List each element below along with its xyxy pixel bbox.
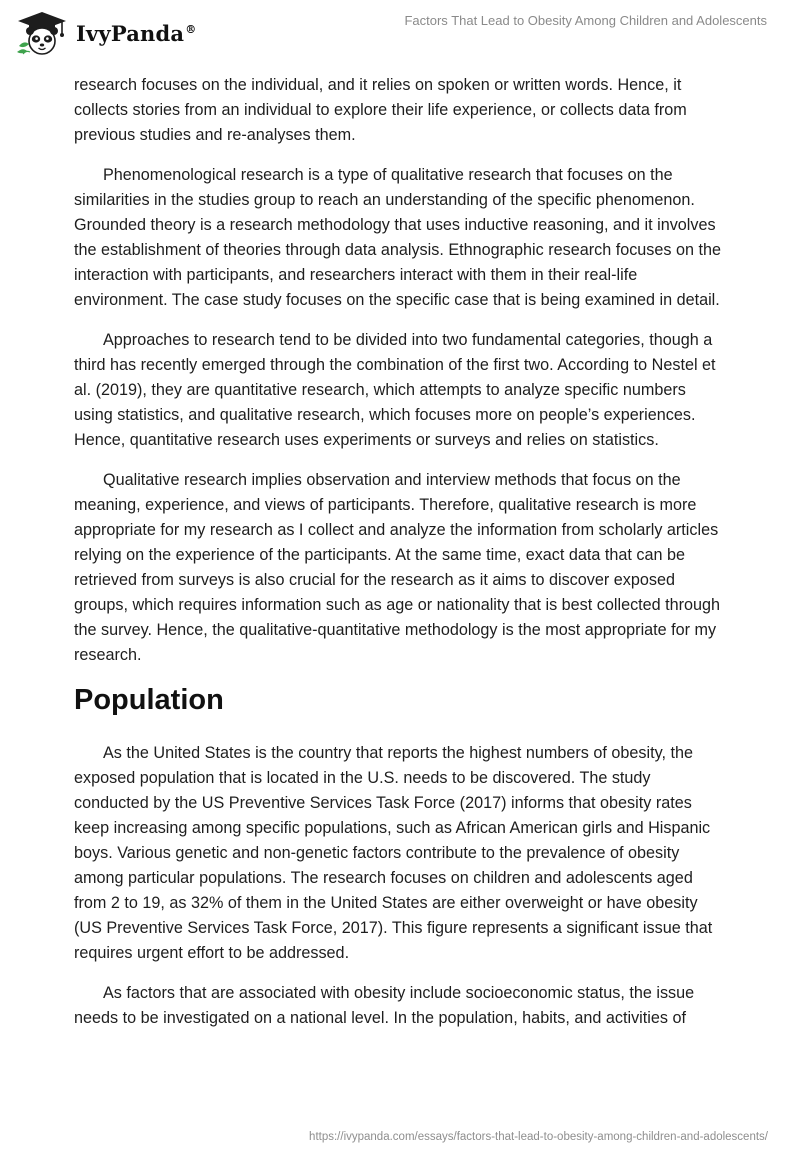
logo-name: IvyPanda: [76, 20, 185, 46]
paragraph: As factors that are associated with obesity include socioeconomic status, the issue needs to be investigated on a national level. In the population, habits, and activities of: [74, 984, 695, 1027]
section-heading-population: Population: [74, 684, 224, 716]
source-url-link[interactable]: https://ivypanda.com/essays/factors-that-lead-to-obesity-among-children-and-adolescents/: [309, 1131, 768, 1143]
running-title: Factors That Lead to Obesity Among Children and Adolescents: [404, 13, 767, 28]
paragraph: research focuses on the individual, and it relies on spoken or written words. Hence, it collects stories from an individual to explore their life experience, or collects data from previous studies and re-analyses them.: [74, 76, 687, 144]
panda-graduate-icon: [14, 10, 70, 56]
paragraph: Approaches to research tend to be divided into two fundamental categories, though a third has recently emerged through the combination of the first two. According to Nestel et al. (2019), they are quantitative research, which attempts to analyze specific numbers using statistics, and qualitative research, which focuses more on people’s experiences. Hence, quantitative research uses experiments or surveys and relies on statistics.: [74, 331, 716, 449]
paragraph: Qualitative research implies observation and interview methods that focus on the meaning, experience, and views of participants. Therefore, qualitative research is more appropriate for my research as I collect and analyze the information from scholarly articles relying on the experience of the participants. At the same time, exact data that can be retrieved from surveys is also crucial for the research as it aims to discover exposed groups, which requires information such as age or nationality that is best collected through the survey. Hence, the qualitative-quantitative methodology is the most appropriate for my research.: [74, 471, 721, 664]
ivypanda-logo[interactable]: [14, 10, 196, 56]
page-header: [0, 0, 800, 70]
essay-body: [74, 73, 726, 1046]
paragraph: Phenomenological research is a type of qualitative research that focuses on the similarities in the studies group to reach an understanding of the specific phenomenon. Grounded theory is a research methodology that uses inductive reasoning, and it involves the establishment of theories through data analysis. Ethnographic research focuses on the interaction with participants, and researchers interact with them in their real-life environment. The case study focuses on the specific case that is being examined in detail.: [74, 166, 721, 309]
logo-wordmark: [76, 21, 196, 46]
paragraph: As the United States is the country that reports the highest numbers of obesity, the exposed population that is located in the U.S. needs to be discovered. The study conducted by the US Preventive Services Task Force (2017) informs that obesity rates keep increasing among specific populations, such as African American girls and Hispanic boys. Various genetic and non-genetic factors contribute to the prevalence of obesity among particular populations. The research focuses on children and adolescents aged from 2 to 19, as 32% of them in the United States are either overweight or have obesity (US Preventive Services Task Force, 2017). This figure represents a significant issue that requires urgent effort to be addressed.: [74, 744, 713, 962]
registered-mark: ®: [185, 22, 197, 36]
